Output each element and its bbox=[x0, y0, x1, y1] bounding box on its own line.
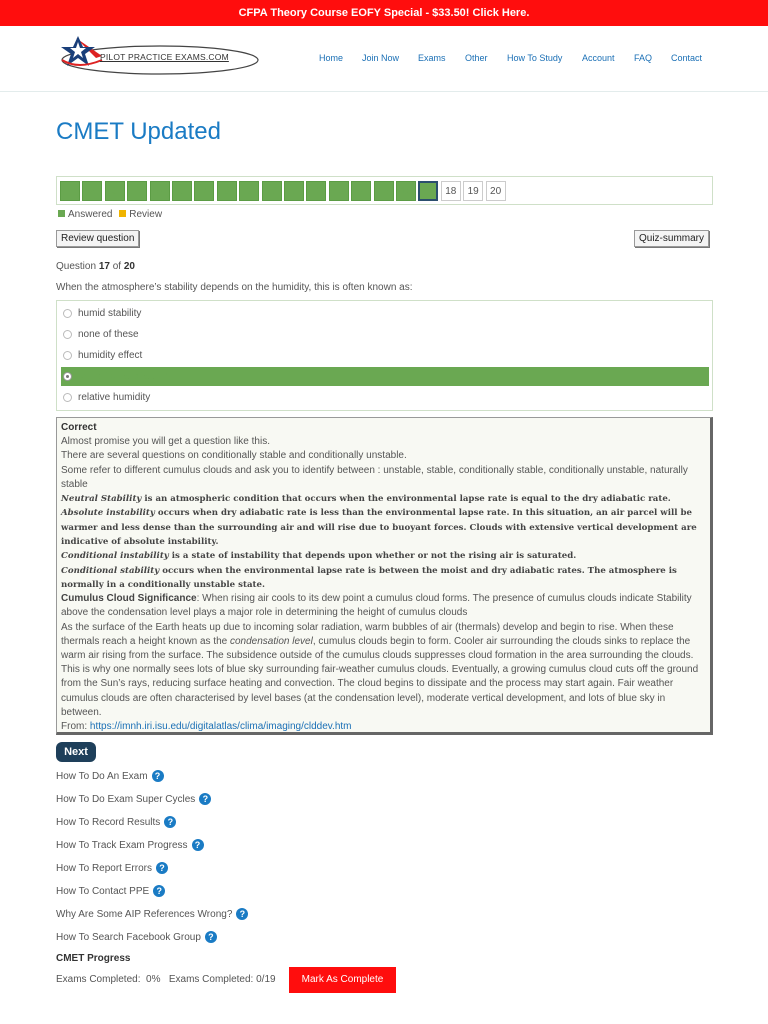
question-label: Question bbox=[56, 261, 97, 272]
cumulus-significance bbox=[61, 592, 706, 620]
answer-option[interactable] bbox=[61, 325, 709, 344]
site-logo[interactable] bbox=[56, 30, 261, 84]
help-link-label[interactable]: Why Are Some AIP References Wrong? bbox=[56, 909, 233, 920]
question-nav-item-11[interactable]: 11 bbox=[284, 181, 304, 201]
question-nav-item-16[interactable]: 16 bbox=[396, 181, 416, 201]
term: Conditional instability bbox=[61, 551, 169, 562]
exams-completed-percent: Exams Completed: 0% bbox=[56, 974, 161, 985]
question-nav-item-15[interactable]: 15 bbox=[374, 181, 394, 201]
question-of: of bbox=[112, 261, 122, 272]
term: Absolute instability bbox=[61, 508, 155, 519]
answer-label: conditional stability bbox=[78, 371, 172, 382]
quiz-summary-button[interactable]: Quiz-summary bbox=[634, 230, 709, 247]
radio-button[interactable] bbox=[63, 309, 72, 318]
question-nav-item-6[interactable]: 6 bbox=[172, 181, 192, 201]
help-link[interactable] bbox=[56, 908, 248, 920]
answer-option-selected[interactable] bbox=[61, 367, 709, 386]
nav-exams[interactable]: Exams bbox=[418, 53, 446, 63]
nav-join-now[interactable]: Join Now bbox=[362, 53, 400, 63]
promo-banner[interactable]: CFPA Theory Course EOFY Special - $33.50! Click Here. bbox=[0, 0, 768, 26]
site-header bbox=[0, 26, 768, 92]
nav-home[interactable]: Home bbox=[319, 53, 344, 63]
nav-account[interactable]: Account bbox=[582, 53, 615, 63]
help-link-label[interactable]: How To Search Facebook Group bbox=[56, 932, 201, 943]
absolute-instability-definition bbox=[61, 506, 706, 549]
question-circle-icon[interactable]: ? bbox=[205, 931, 217, 943]
term: Conditional stability bbox=[61, 565, 160, 576]
question-nav-item-13[interactable]: 13 bbox=[329, 181, 349, 201]
help-link-label[interactable]: How To Contact PPE bbox=[56, 886, 150, 897]
question-navigation bbox=[56, 176, 713, 205]
question-nav-item-17[interactable]: 17 bbox=[418, 181, 438, 201]
page-title: CMET Updated bbox=[56, 118, 221, 145]
progress-title: CMET Progress bbox=[56, 953, 131, 964]
answer-option[interactable] bbox=[61, 346, 709, 365]
question-nav-item-8[interactable]: 8 bbox=[217, 181, 237, 201]
help-link[interactable] bbox=[56, 793, 211, 805]
question-nav-item-5[interactable]: 5 bbox=[150, 181, 170, 201]
help-link[interactable] bbox=[56, 862, 168, 874]
nav-contact[interactable]: Contact bbox=[671, 53, 703, 63]
nav-other[interactable]: Other bbox=[465, 53, 488, 63]
progress-stats bbox=[56, 974, 276, 985]
answer-label: humidity effect bbox=[78, 350, 143, 361]
question-counter bbox=[56, 261, 135, 272]
answer-label: none of these bbox=[78, 329, 139, 340]
paragraph-text: As the surface of the Earth heats up due to incoming solar radiation, warm bubbles of air (thermals) develop and begin to rise. When these thermals reach a height known as the bbox=[61, 621, 674, 647]
cumulus-heading: Cumulus Cloud Significance bbox=[61, 593, 197, 605]
help-link[interactable] bbox=[56, 931, 217, 943]
help-link-label[interactable]: How To Track Exam Progress bbox=[56, 840, 188, 851]
question-circle-icon[interactable]: ? bbox=[156, 862, 168, 874]
help-link[interactable] bbox=[56, 839, 204, 851]
next-button[interactable]: Next bbox=[56, 742, 96, 762]
conditional-instability-definition bbox=[61, 549, 706, 563]
definition: is a state of instability that depends upon whether or not the rising air is saturated. bbox=[168, 551, 577, 562]
answer-option[interactable] bbox=[61, 304, 709, 323]
question-total: 20 bbox=[123, 261, 135, 272]
radio-button[interactable] bbox=[63, 393, 72, 402]
surface-heating-paragraph bbox=[61, 621, 706, 720]
conditional-stability-definition bbox=[61, 564, 706, 593]
question-nav-item-20[interactable]: 20 bbox=[486, 181, 506, 201]
radio-button[interactable] bbox=[63, 351, 72, 360]
review-question-button[interactable]: Review question bbox=[56, 230, 139, 247]
question-nav-item-4[interactable]: 4 bbox=[127, 181, 147, 201]
question-nav-item-12[interactable]: 12 bbox=[306, 181, 326, 201]
question-circle-icon[interactable]: ? bbox=[192, 839, 204, 851]
answer-label: humid stability bbox=[78, 308, 142, 319]
question-circle-icon[interactable]: ? bbox=[236, 908, 248, 920]
help-link-label[interactable]: How To Report Errors bbox=[56, 863, 152, 874]
question-nav-item-3[interactable]: 3 bbox=[105, 181, 125, 201]
neutral-stability-definition bbox=[61, 492, 706, 506]
help-link[interactable] bbox=[56, 885, 165, 897]
result-status: Correct bbox=[61, 422, 97, 433]
term: Neutral Stability bbox=[61, 494, 142, 505]
explanation-paragraph: There are several questions on conditionally stable and conditionally unstable. bbox=[61, 450, 407, 462]
question-nav-item-10[interactable]: 10 bbox=[262, 181, 282, 201]
question-number: 17 bbox=[98, 261, 110, 272]
radio-button[interactable] bbox=[63, 330, 72, 339]
answered-swatch bbox=[58, 210, 65, 217]
question-nav-item-2[interactable]: 2 bbox=[82, 181, 102, 201]
source-line bbox=[61, 720, 706, 734]
help-link-label[interactable]: How To Do An Exam bbox=[56, 771, 148, 782]
question-circle-icon[interactable]: ? bbox=[152, 770, 164, 782]
answer-option[interactable] bbox=[61, 388, 709, 407]
legend-review: Review bbox=[129, 209, 163, 220]
question-nav-item-18[interactable]: 18 bbox=[441, 181, 461, 201]
paragraph-text: , cumulus clouds begin to form. Cooler air surrounding the clouds sinks to replace the warm air rising from the surface. The subsidence outside of the cumulus clouds suppresses cloud formation in the area surrounding the clouds. This is why one normally sees lots of blue sky surrounding fair-weather cumulus clouds. Eventually, a growing cumulus cloud cuts off the ground from the Sun’s rays, reducing surface heating and convection. The cloud begins to dissipate and the process may start again. Fair weather cumulus clouds are often characterised by level bases (at the condensation level), moderate vertical development, and lots of blue sky in between. bbox=[61, 635, 699, 718]
help-link[interactable] bbox=[56, 770, 164, 782]
definition: occurs when the environmental lapse rate is between the moist and dry adiabatic rates. The atmosphere is normally in a conditionally unstable state. bbox=[61, 565, 677, 590]
question-circle-icon[interactable]: ? bbox=[199, 793, 211, 805]
question-nav-item-19[interactable]: 19 bbox=[463, 181, 483, 201]
emphasis: condensation level bbox=[229, 635, 313, 647]
from-label: From: bbox=[61, 720, 90, 732]
question-nav-item-7[interactable]: 7 bbox=[194, 181, 214, 201]
help-link[interactable] bbox=[56, 816, 176, 828]
question-nav-item-14[interactable]: 14 bbox=[351, 181, 371, 201]
legend-answered: Answered bbox=[68, 209, 113, 220]
question-circle-icon[interactable]: ? bbox=[164, 816, 176, 828]
review-swatch bbox=[119, 210, 126, 217]
question-text: When the atmosphere’s stability depends on the humidity, this is often known as: bbox=[56, 282, 413, 293]
nav-faq[interactable]: FAQ bbox=[634, 53, 653, 63]
cumulus-text: : When rising air cools to its dew point a cumulus cloud forms. The presence of cumulus clouds indicate Stability above the condensation level plays a major role in determining the height of cumulus clouds bbox=[61, 593, 692, 619]
logo-text: PILOT PRACTICE EXAMS.COM bbox=[100, 52, 229, 62]
nav-how-to-study[interactable]: How To Study bbox=[507, 53, 563, 63]
radio-button-checked[interactable] bbox=[63, 372, 72, 381]
source-link[interactable]: https://imnh.iri.isu.edu/digitalatlas/clima/imaging/clddev.htm bbox=[89, 720, 352, 732]
question-circle-icon[interactable]: ? bbox=[153, 885, 165, 897]
definition: occurs when dry adiabatic rate is less than the environmental lapse rate. In this situation, an air parcel will be warmer and less dense than the surrounding air and will rise due to buoyant forces. Clouds with extensive vertical development are indicative of absolute instability. bbox=[61, 508, 697, 547]
answer-list bbox=[56, 300, 713, 411]
answer-explanation bbox=[56, 417, 713, 735]
definition: is an atmospheric condition that occurs when the environmental lapse rate is equal to the dry adiabatic rate. bbox=[141, 494, 671, 505]
exams-completed-count: Exams Completed: 0/19 bbox=[168, 974, 276, 985]
question-nav-item-9[interactable]: 9 bbox=[239, 181, 259, 201]
status-legend bbox=[58, 209, 162, 220]
help-link-label[interactable]: How To Record Results bbox=[56, 817, 161, 828]
explanation-paragraph: Some refer to different cumulus clouds and ask you to identify between : unstable, stable, conditionally stable, conditionally unstable, naturally stable bbox=[61, 464, 688, 490]
help-link-label[interactable]: How To Do Exam Super Cycles bbox=[56, 794, 196, 805]
mark-as-complete-button[interactable]: Mark As Complete bbox=[289, 967, 396, 993]
answer-label: relative humidity bbox=[78, 392, 151, 403]
explanation-paragraph: Almost promise you will get a question like this. bbox=[61, 436, 270, 448]
question-nav-item-1[interactable]: 1 bbox=[60, 181, 80, 201]
